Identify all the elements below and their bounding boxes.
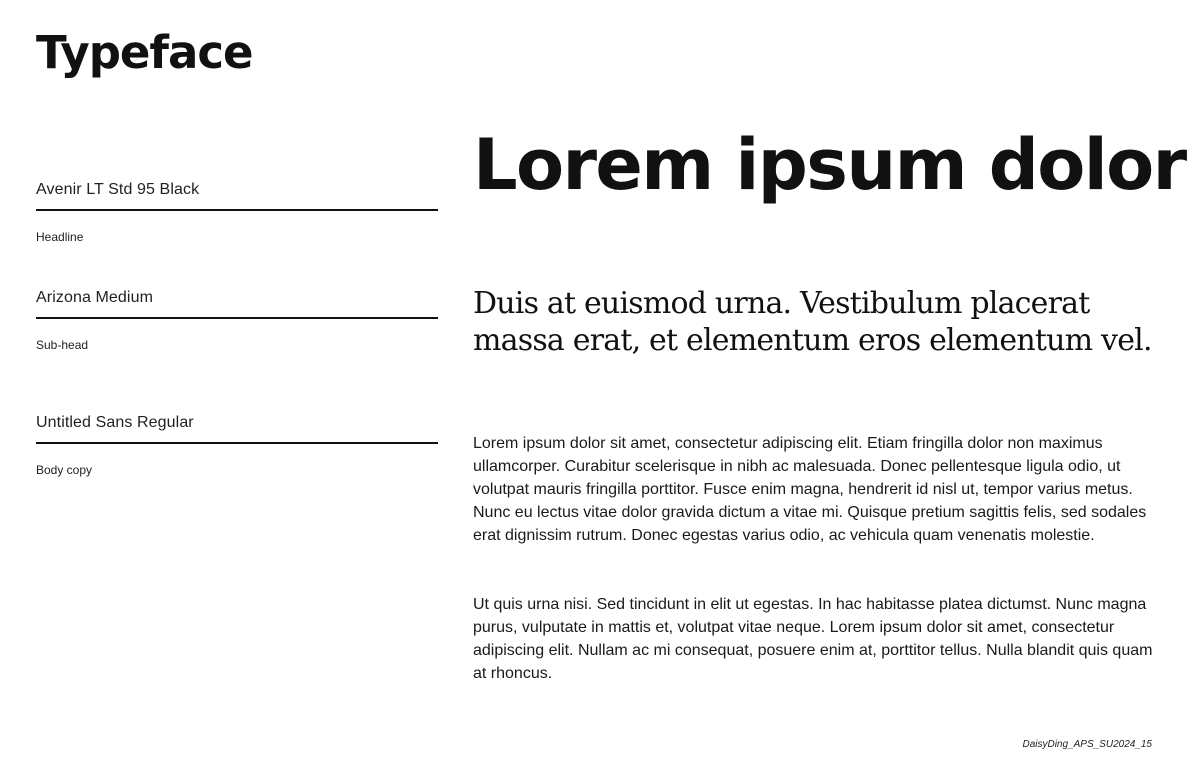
sample-subhead: Duis at euismod urna. Vestibulum placerat massa erat, et elementum eros elementum vel.: [473, 286, 1152, 358]
font-role: Headline: [36, 230, 84, 244]
font-name: Untitled Sans Regular: [36, 414, 438, 444]
font-spec-headline: [36, 181, 438, 244]
font-name: Avenir LT Std 95 Black: [36, 181, 438, 211]
sample-body-paragraph: Lorem ipsum dolor sit amet, consectetur adipiscing elit. Etiam fringilla dolor non maximus ullamcorper. Curabitur scelerisque in nibh ac malesuada. Donec pellentesque ligula odio, ut volutpat mauris fringilla porttitor. Fusce enim magna, hendrerit id nisl ut, tempor varius metus. Nunc eu lectus vitae dolor gravida dictum a vitae mi. Quisque pretium sagittis felis, sed sodales erat dignissim rutrum. Donec egestas varius odio, ac vehicula quam venenatis molestie.: [473, 435, 1147, 544]
sample-body-paragraph: Ut quis urna nisi. Sed tincidunt in elit ut egestas. In hac habitasse platea dictumst. Nunc magna purus, vulputate in mattis et, volutpat vitae neque. Lorem ipsum dolor sit amet, consectetur adipiscing elit. Nullam ac mi consequat, posuere enim at, porttitor tellus. Nulla blandit quis quam at rhoncus.: [473, 596, 1153, 682]
font-role: Sub-head: [36, 338, 89, 352]
font-role: Body copy: [36, 463, 93, 477]
font-spec-subhead: [36, 289, 438, 352]
font-spec-body: [36, 414, 438, 477]
sample-headline: Lorem ipsum dolor: [473, 124, 1186, 206]
footer-credit: DaisyDing_APS_SU2024_15: [1022, 739, 1152, 750]
page-title: Typeface: [36, 26, 253, 79]
font-name: Arizona Medium: [36, 289, 438, 319]
